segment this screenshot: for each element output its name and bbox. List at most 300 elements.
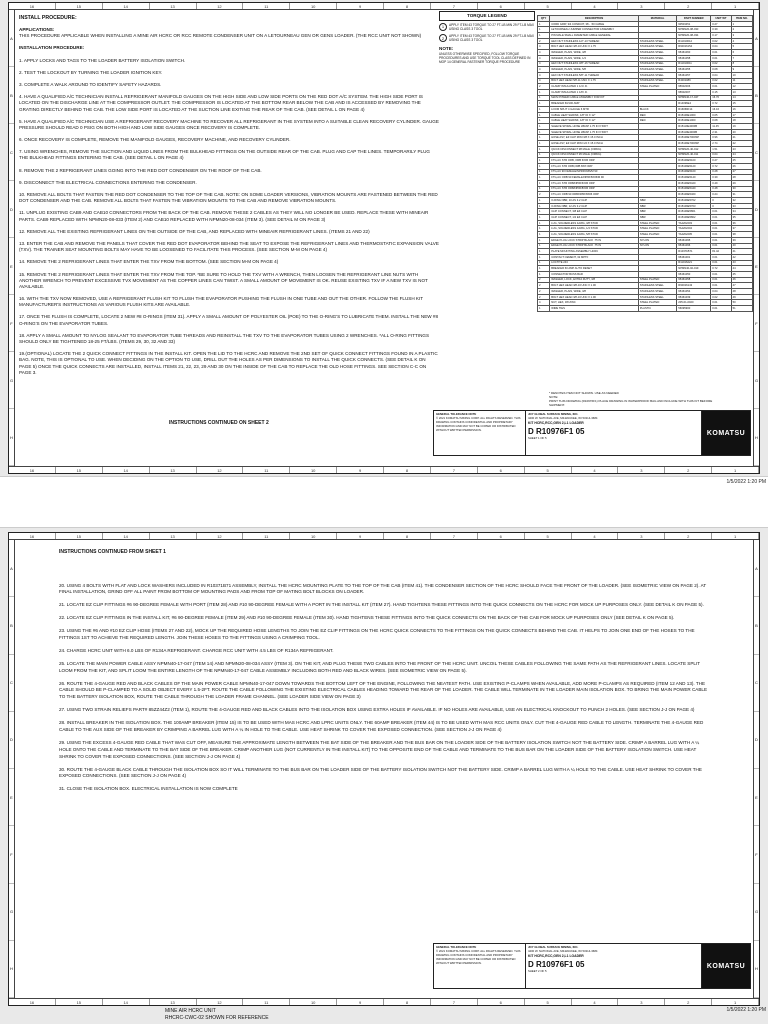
- bom-cell: FTG,AC STR ORB/NPRF8X#6 ORP: [550, 186, 639, 192]
- bom-cell: 1: [538, 152, 550, 158]
- install-heading: INSTALL PROCEDURE:: [19, 15, 77, 21]
- komatsu-logo: KOMATSU: [702, 411, 750, 455]
- zone-number: 16: [9, 3, 56, 9]
- right-zone-ruler: [753, 540, 759, 998]
- bom-cell: 1: [538, 95, 550, 101]
- bom-note-line: NOTE:: [549, 395, 559, 400]
- bom-cell: 1: [538, 175, 550, 181]
- bom-header-cell: MATERIAL: [638, 16, 676, 22]
- bom-cell: 0.01: [711, 215, 731, 221]
- bom-cell: 3: [731, 33, 752, 39]
- bom-cell: 1: [538, 260, 550, 266]
- caption-line: RHCRC-CWC-02 SHOWN FOR REFERENCE: [165, 1014, 269, 1021]
- bom-cell: 16.70: [711, 95, 731, 101]
- zone-letter: F: [9, 295, 14, 352]
- install-step: 25. LOCATE THE MAIN POWER CABLE ASSY NPMN40-17-047 (ITEM 14) AND NPMN20-08-034 ASSY (ITEM 3). ON THE KIT, AND PLUG THESE TWO CABLES INTO THE FRONT OF THE HCRC UNIT. UNCOIL THESE CABLES FOLLOWING THE SAME PATH AS THE REFRIGERANT LINES. LOCATE SPLIT LOOM FROM THE KIT, AND SPLIT LOOM THE ENTIRE LENGTH OF THE NPMN40-17-047 CABLE ASSEMBLY INCLUDING BOTH RED AND BLACK WIRES. (SEE ISOMETRIC VIEW ON PAGE 5).: [59, 660, 700, 673]
- bom-cell: 43: [731, 260, 752, 266]
- bom-cell: WASHER, PLAIN, WIDE, 3/8: [550, 50, 639, 56]
- bom-cell: 20: [731, 129, 752, 135]
- install-step: 14. REMOVE THE 2 REFRIGERANT LINES THAT ENTER THE TXV FROM THE BOTTOM. (SEE SECTION M-M ON PAGE 4): [19, 259, 279, 265]
- bom-cell: 1: [538, 141, 550, 147]
- zone-letter: G: [9, 884, 14, 941]
- bom-cell: STEEL PLATED: [638, 300, 676, 306]
- bom-cell: 1: [538, 124, 550, 130]
- bom-cell: 1: [538, 237, 550, 243]
- bom-cell: STAINLESS STEEL: [638, 67, 676, 73]
- zone-number: 11: [243, 3, 290, 9]
- zone-number: 6: [478, 533, 525, 539]
- install-step: 22. LOCATE EZ CLIP FITTINGS IN THE INSTALL KIT, #6 90-DEGREE FEMALE (ITEM 29) AND #10 90-DEGREE FEMALE (ITEM 30). HAND TIGHTENS THESE FITTINGS INTO THE QUICK CONNECTS ON THE BACK OF THE CAB FOR MOCK UP PURPOSES ONLY (SEE DETAIL K ON PAGE 5).: [59, 615, 675, 621]
- zone-letter: C: [754, 124, 759, 181]
- zone-letter: B: [9, 67, 14, 124]
- bom-cell: 95461057: [677, 72, 711, 78]
- zone-letter: A: [9, 540, 14, 597]
- legend-entry: [439, 34, 535, 42]
- zone-letter: A: [754, 540, 759, 597]
- zone-letter: G: [754, 352, 759, 409]
- bom-cell: 1: [538, 33, 550, 39]
- bom-cell: WASHER, PLAIN, WIDE, 1/4: [550, 55, 639, 61]
- bom-cell: R15109E1000: [677, 112, 711, 118]
- bom-cell: 36: [731, 220, 752, 226]
- bom-cell: STEEL PLATED: [638, 84, 676, 90]
- bom-note: [549, 391, 729, 407]
- drawing-title: KIT HCRC,RCC,GEN 2,L1 LOADER: [528, 421, 584, 425]
- bom-cell: 1: [538, 203, 550, 209]
- bom-cell: 95461050: [677, 271, 711, 277]
- bom-cell: 41: [731, 249, 752, 255]
- bom-cell: BOLT HEX HEAD 3/8-16 UNC X 1.00: [550, 294, 639, 300]
- zone-number: 4: [572, 999, 619, 1005]
- drawing-sheet-2: [8, 532, 760, 1006]
- bom-cell: 17: [731, 112, 752, 118]
- bom-cell: 95461058: [677, 55, 711, 61]
- install-step: 9. DISCONNECT THE ELECTRICAL CONNECTIONS ENTERING THE CONDENSER.: [19, 179, 197, 185]
- install-procedure: [19, 15, 439, 426]
- bom-cell: 4: [538, 50, 550, 56]
- right-zone-ruler: [753, 10, 759, 466]
- bom-cell: 95461095: [677, 237, 711, 243]
- install-step: 8. REMOVE THE 2 REFRIGERANT LINES GOING INTO THE RED DOT CONDENSER ON THE ROOF OF THE CAB.: [19, 167, 262, 173]
- zone-number: 8: [384, 999, 431, 1005]
- bom-cell: 4: [538, 44, 550, 50]
- bom-cell: 18: [731, 118, 752, 124]
- install-step: 29. USING THE EXCESS 4-GAUGE RED CABLE THAT WAS CUT OFF, MEASURE THE APPROXIMATE LENGTH BETWEEN THE BAT SIDE OF THE BREAKER AND THE BUS BAR ON THE LOADER SIDE OF THE BATTERY ISOLATION SWITCH NOT THE BATTERY SIDE. CRIMP A BARREL LUG WITH A ¼ HOLE ONTO THE CABLE AND TERMINATE TO THE BAT SIDE OF THE BREAKER. CRIMP ANOTHER LUG (NOT CURRENTLY IN THE INSTALL KIT) TO THE OPPOSITE END OF THE CABLE AND TERMINATE TO THE BUS BAR ON THE LOADER SIDE OF THE BATTERY ISOLATION SWITCH. USE HEAT SHRINK TO COVER THE EXPOSED CONNECTIONS. (SEE SECTION J-J ON PAGE 4): [59, 739, 700, 759]
- caption-line: MINE AIR HCRC UNIT: [165, 1008, 216, 1014]
- bom-cell: 0.24: [711, 192, 731, 198]
- bom-cell: 2: [538, 192, 550, 198]
- bom-cell: HEX NUT STAINLESS 3/8"-16 THREAD: [550, 61, 639, 67]
- bom-cell: STAINLESS STEEL: [638, 283, 676, 289]
- bom-cell: 1: [538, 266, 550, 272]
- zone-letter: D: [9, 181, 14, 238]
- zone-number: 16: [9, 533, 56, 539]
- bom-header-cell: ITEM NO.: [731, 16, 752, 22]
- bom-cell: SLEEVE SPIRAL HOSE WRAP 1.75 IN X 50FT: [550, 124, 639, 130]
- bom-cell: STAINLESS STEEL: [638, 44, 676, 50]
- bom-cell: PIN MALE SMALL DIAMETER CABLE GENERAL: [550, 33, 639, 39]
- bom-cell: WASHER, PLAIN, WIDE, 3/8: [550, 289, 639, 295]
- bom-cell: 1.51: [711, 146, 731, 152]
- bom-cell: 0.01: [711, 306, 731, 312]
- bom-cell: 1: [538, 135, 550, 141]
- bom-cell: WIRE TIES: [550, 306, 639, 312]
- bom-cell: 32: [731, 198, 752, 204]
- install-step: 15. REMOVE THE 2 REFRIGERANT LINES THAT ENTER THE TXV FROM THE TOP. *BE SURE TO HOLD THE TXV WITH A WRENCH, THEN LOOSEN THE REFRIGERANT LINE NUTS WITH ANOTHER WRENCH TO PREVENT EXCESSIVE TVX MOVEMENT AS THE COPPER LINES CAN TWIST. A SMALL AMOUNT OF MOVEMENT IS OK. REUSE EXISTING TXV IF A NEW TXV IS NOT AVAILABLE.: [19, 271, 428, 289]
- bom-cell: R11010012: [677, 38, 711, 44]
- bom-cell: STAINLESS STEEL: [638, 55, 676, 61]
- install-step: 10. REMOVE ALL BOLTS THAT FASTEN THE RED DOT CONDENSER TO THE TOP OF THE CAB. NOTE: ON SOME LOADER VERSIONS, VIBRATION MOUNTS ARE FASTENED BETWEEN THE RED DOT CONDENSER AND THE CAB. REMOVE ALL BOLTS THAT FASTEN THE VIBRATION MOUNTS TO THE CAB AND REMOVE VIBRATION MOUNTS.: [19, 192, 438, 204]
- bom-cell: CLIP CONNECT, 3/8 EZ CLIP: [550, 209, 639, 215]
- bom-cell: 50: [731, 300, 752, 306]
- zone-letter: G: [754, 884, 759, 941]
- bom-cell: 9: [731, 67, 752, 73]
- bom-cell: 31: [731, 192, 752, 198]
- bom-cell: 0.01: [711, 260, 731, 266]
- zone-number: 15: [56, 3, 103, 9]
- bom-cell: 0: [711, 203, 731, 209]
- zone-letter: E: [754, 769, 759, 826]
- bom-cell: CLIP CONNECT, 1/2 EZ CLIP: [550, 215, 639, 221]
- install-step: 3. COMPLETE A WALK AROUND TO IDENTIFY SAFETY HAZARDS.: [19, 81, 162, 87]
- bom-cell: 24: [731, 152, 752, 158]
- bom-cell: R15109E5702: [677, 198, 711, 204]
- bom-cell: 1: [538, 232, 550, 238]
- bom-cell: O-RING NBR, 12 AS 3.2 CLIP: [550, 203, 639, 209]
- bom-cell: 95461096: [677, 243, 711, 249]
- bom-cell: 1: [538, 306, 550, 312]
- bom-cell: 0.01: [711, 220, 731, 226]
- bom-cell: NUT, HEX, 3/8 ZINC: [550, 300, 639, 306]
- bom-cell: STEEL PLATED: [638, 220, 676, 226]
- bom-cell: 47: [731, 283, 752, 289]
- bom-cell: R15109E5703: [677, 203, 711, 209]
- bom-cell: CABLE HEAT SHRINK, 1/8" ID X 12": [550, 112, 639, 118]
- zone-number: 1: [712, 3, 759, 9]
- bom-cell: NPMN20-40-011: [677, 152, 711, 158]
- bom-cell: R14096E4: [677, 101, 711, 107]
- sheet-number: SHEET 2 OF 5: [528, 969, 547, 973]
- zone-letter: C: [754, 655, 759, 712]
- zone-number: 7: [431, 467, 478, 473]
- bom-cell: 29: [731, 180, 752, 186]
- zone-number: 15: [56, 467, 103, 473]
- bom-cell: 2: [538, 289, 550, 295]
- zone-number: 6: [478, 999, 525, 1005]
- bom-cell: R15109E5120: [677, 163, 711, 169]
- bom-cell: HEX NUT STAINLESS 5/8"-11 THREAD: [550, 72, 639, 78]
- zone-letter: A: [754, 10, 759, 67]
- bom-cell: 35: [731, 215, 752, 221]
- zone-letter: B: [754, 597, 759, 654]
- bom-cell: 26: [731, 163, 752, 169]
- bom-cell: R15119E4000B: [677, 124, 711, 130]
- install-step: 6. ONCE RECOVERY IS COMPLETE, REMOVE THE MANIFOLD GAUGES, RECOVERY MACHINE, AND RECOVERY CYLINDER.: [19, 137, 291, 143]
- bom-cell: 16: [731, 107, 752, 113]
- bom-cell: 0.96: [711, 135, 731, 141]
- bom-cell: 1: [538, 129, 550, 135]
- left-zone-ruler: [9, 10, 15, 466]
- bom-cell: NBR: [638, 198, 676, 204]
- tolerance-title: GENERAL TOLERANCE NOTE: [436, 412, 477, 416]
- bom-cell: 95602007: [677, 89, 711, 95]
- bom-cell: 19: [731, 124, 752, 130]
- bom-cell: 0.04: [711, 72, 731, 78]
- zone-number: 16: [9, 999, 56, 1005]
- bom-cell: 1: [538, 220, 550, 226]
- bom-cell: LUG, SOLDERLESS 4AWG, 3/8 STUD: [550, 220, 639, 226]
- install-step: 19.(OPTIONAL) LOCATE THE 2 QUICK CONNECT FITTINGS IN THE INSTALL KIT. OPEN THE LID TO THE HCRC AND REMOVE THE 2ND SET OF QUICK CONNECT FITTINGS FOUND IN A PLASTIC BAG. NOTE, THIS IS OPTIONAL TO USE. WHEN DECIDING ON THE OPTION TO USE, DRILL OUT THE HOLES AS PER DIMENSIONS TO INSTALL THE QUICK CONNECTS. (SEE DETAIL K ON PAGE 5) ONCE THE QUICK CONNECTS ARE INSTALLED, INSTALL ITEMS 21, 22, 23, 29 AND 30 ON THE INSIDE OF THE CAB TO REPLACE THE OLD HOSE FITTINGS. SEE SECTION C-C ON PAGE 3.: [19, 351, 438, 375]
- bom-cell: 30: [731, 186, 752, 192]
- bottom-caption: [165, 1008, 269, 1021]
- bom-cell: R11010011: [677, 61, 711, 67]
- bom-cell: 95602006: [677, 84, 711, 90]
- zone-number: 10: [290, 467, 337, 473]
- bom-cell: 42: [731, 254, 752, 260]
- zone-number: 4: [572, 3, 619, 9]
- bom-cell: 8: [731, 61, 752, 67]
- bom-cell: 1: [731, 21, 752, 27]
- bom-cell: 0.01: [711, 84, 731, 90]
- bom-cell: 0.04: [711, 289, 731, 295]
- bom-cell: 1: [538, 158, 550, 164]
- install-step: 16. WITH THE TXV NOW REMOVED, USE A REFRIGERANT FLUSH KIT TO FLUSH THE EVAPORATOR PUSHING THE FLUSH IN ONE TUBE AND OUT THE OTHER. FOLLOW THE FLUSH KIT MANUFACTURER'S INSTRUCTIONS AS VARIOUS FLUSH KITS ARE AVAILABLE.: [19, 296, 423, 308]
- bom-cell: LUG, SOLDERLESS 4AWG, 5/8 STUD: [550, 232, 639, 238]
- install-steps-continued: [59, 583, 709, 794]
- bom-cell: 0.72: [711, 163, 731, 169]
- zone-number: 2: [665, 999, 712, 1005]
- bom-cell: 39: [731, 237, 752, 243]
- top-zone-ruler: [9, 3, 759, 10]
- install-step: 5. HAVE A QUALIFIED A/C TECHNICIAN USE A REFRIGERANT RECOVERY MACHINE TO RECOVER ALL REFRIGERANT IN THE SYSTEM INTO A SUITABLE CLEAN RECOVERY CYLINDER. GAUGE PRESSURE SHOULD READ 0 PSIG ON BOTH HIGH AND LOW SIDE GAUGES ONCE RECOVERY IS COMPLETE.: [19, 118, 439, 130]
- zone-letter: F: [754, 826, 759, 883]
- bom-cell: 56095900: [677, 306, 711, 312]
- bom-cell: NYLON: [638, 237, 676, 243]
- bom-cell: 1: [538, 254, 550, 260]
- zone-number: 15: [56, 533, 103, 539]
- zone-number: 10: [290, 999, 337, 1005]
- bom-cell: STAINLESS STEEL: [638, 289, 676, 295]
- zone-number: 6: [478, 467, 525, 473]
- bom-cell: 4: [538, 72, 550, 78]
- bom-cell: R10371B71: [677, 249, 711, 255]
- zone-number: 2: [665, 533, 712, 539]
- bom-cell: R15109E7000SP: [677, 135, 711, 141]
- bom-cell: 0.01: [711, 50, 731, 56]
- sheet-number: SHEET 1 OF 5: [528, 436, 547, 440]
- bom-cell: 2: [538, 294, 550, 300]
- company-address: 4400 W. NATIONAL AVE, MILWAUKEE, WI 53214-3684: [528, 949, 598, 953]
- bill-of-materials: [537, 15, 753, 312]
- bom-cell: 27: [731, 169, 752, 175]
- zone-number: 11: [243, 467, 290, 473]
- legend-entry-text: APPLY ITEM 43 TORQUE TO 27 FT-LB MIN 29 FT-LB MAX USING CLASS 3 TOOL: [449, 22, 535, 32]
- continued-note: INSTRUCTIONS CONTINUED ON SHEET 2: [169, 420, 269, 426]
- bom-cell: CONNECTOR BUSS BAR: [550, 271, 639, 277]
- bom-cell: NYLON: [638, 243, 676, 249]
- bom-cell: LOOM SPLIT 4 GAUGE 6 MTR: [550, 107, 639, 113]
- bom-cell: 1: [538, 163, 550, 169]
- komatsu-logo: KOMATSU: [702, 944, 750, 988]
- install-step: 13. ENTER THE CAB AND REMOVE THE PANELS THAT COVER THE RED DOT EVAPORATOR BEHIND THE SEAT TO EXPOSE THE REFRIGERANT LINES AND THERMOSTATIC EXPANSION VALVE (TXV). THE TRAINER SEAT MOUNTING BOLTS MAY HAVE TO BE LOOSENED TO FACILITATE THIS PROCESS. (SEE SECTION M-M ON PAGE 4): [19, 240, 439, 253]
- install-step: 24. CHARGE HCRC UNIT WITH 6.0 LBS OF R134A REFRIGERANT. CHARGE RCC UNIT WITH 4.5 LBS OF R134A REFRIGERANT.: [59, 647, 334, 653]
- bom-cell: PLATE MOUNTING ASSEMBLY HCRC: [550, 249, 639, 255]
- zone-number: 11: [243, 533, 290, 539]
- bom-cell: BLACK: [638, 107, 676, 113]
- zone-number: 14: [103, 533, 150, 539]
- bom-cell: 7: [731, 55, 752, 61]
- bom-cell: 1: [538, 146, 550, 152]
- bom-cell: HEX NUT STAINLESS 1/2"-13 THREAD: [550, 38, 639, 44]
- bom-cell: WASHER, PLAIN, WIDE, 5/8: [550, 67, 639, 73]
- bom-cell: 81.42: [711, 249, 731, 255]
- zone-number: 8: [384, 533, 431, 539]
- bom-cell: 2.74: [711, 141, 731, 147]
- install-step: 30. ROUTE THE 4-GAUGE BLACK CABLE THROUGH THE ISOLATION BOX SO IT WILL TERMINATE TO THE BUS BAR ON THE LOADER SIDE OF THE BATTERY ISOLATION SWITCH NOT THE BATTERY SIDE. CRIMP A BARREL LUG WITH A ¼ HOLE TO THE CABLE. USE HEAT SHRINK TO COVER THE EXPOSED CONNECTIONS. (SEE SECTION J-J ON PAGE 4): [59, 766, 702, 779]
- bom-cell: 44: [731, 266, 752, 272]
- bom-cell: R15109E5420: [677, 180, 711, 186]
- bom-cell: 0.27: [711, 158, 731, 164]
- bom-cell: 5: [731, 44, 752, 50]
- bom-cell: 1: [538, 112, 550, 118]
- bom-cell: 2: [731, 27, 752, 33]
- bom-cell: 1: [538, 107, 550, 113]
- bom-cell: NBR: [638, 209, 676, 215]
- install-step: 26. ROUTE THE 4-GAUGE RED AND BLACK CABLES OF THE MAIN POWER CABLE NPMN40-17-047 DOWN TOWARDS THE BOTTOM LEFT OF THE ENGINE, FOLLOWING THE NEATEST PATH. USE EXISTING P-CLAMPS WHEN AVAILABLE, ADD MORE P-CLAMPS AS REQUIRED (ITEM 12 AND 13). THE CABLE SHOULD BE P-CLAMPED TO A SOLID OBJECT EVERY 1.5-2FT. ROUTE THE CABLE FOLLOWING THE EXISTING ELECTRICAL CABLES HEADING TOWARD THE REAR OF THE LOADER. THE CABLE WILL TERMINATE IN THE LOADER MAIN ISOLATION BOX. TO BRING THE MAIN POWER CABLE TO THE BATTERY ISOLATION BOX, ROUTE THE CABLE THROUGH THE LOADER FRAME CHANNEL. (SEE LOADER SIDE VIEW ON PAGE 3): [59, 680, 708, 700]
- bom-header-cell: UNIT WT: [711, 16, 731, 22]
- bom-cell: 0.02: [711, 38, 731, 44]
- install-step: 21. LOCATE EZ CLIP FITTINGS #6 90-DEGREE FEMALE WITH PORT (ITEM 28) AND #10 90-DEGREE FEMALE WITH A PORT IN THE INSTALL KIT (ITEM 27). HAND TIGHTENS THESE FITTINGS INTO THE QUICK CONNECTS ON THE HCRC FOR MOCK UP PURPOSES ONLY. (SEE DETAIL K ON PAGE 5).: [59, 602, 704, 608]
- bom-cell: 14: [731, 95, 752, 101]
- bom-cell: 0.01: [711, 271, 731, 277]
- bom-cell: FTG,AC STR ORB, ORB 6X#6 ORP: [550, 158, 639, 164]
- bom-cell: 0.08: [711, 67, 731, 73]
- bom-cell: R11016221: [677, 260, 711, 266]
- bom-cell: NPMN20-40-012: [677, 146, 711, 152]
- zone-number: 6: [478, 3, 525, 9]
- torque-symbol-icon: 1: [439, 23, 447, 31]
- bom-cell: STEEL PLATED: [638, 277, 676, 283]
- bom-cell: R15109E5140: [677, 175, 711, 181]
- bom-cell: 2.31: [711, 129, 731, 135]
- installation-title: INSTALLATION PROCEDURE:: [19, 45, 85, 51]
- zone-number: 7: [431, 999, 478, 1005]
- bom-note-line: PRINT THIS DRAWING (R10976F1) PLACE DRAWING IN WATERPROOF BAG AND INCLUDE WITH THIS KIT BEFORE SHIPMENT.: [549, 399, 713, 408]
- bom-cell: R4001089: [677, 78, 711, 84]
- bom-cell: 1: [538, 169, 550, 175]
- bom-cell: R15109E5100: [677, 169, 711, 175]
- bom-cell: R15109E5100: [677, 158, 711, 164]
- bom-cell: 0.02: [711, 294, 731, 300]
- install-step: 20. USING 4 BOLTS WITH FLAT AND LOCK WASHERS INCLUDED IN R10371B71 ASSEMBLY, INSTALL THE HCRC MOUNTING PLATE TO THE TOP OF THE CAB (ITEM 41). THE CONDENSER SECTION OF THE HCRC SHOULD FACE THE FRONT OF THE LOADER. (SEE ISOMETRIC VIEW ON PAGE 2). AT FINAL INSTALLATION, GRIND OFF ALL PAINT FROM BOTTOM OF MOUNTING PADS AND FROM TOP OF MATING BOLT BLOCKS ON LOADER.: [59, 582, 707, 595]
- torque-symbol-icon: 2: [439, 34, 447, 42]
- bom-cell: 34: [731, 209, 752, 215]
- bom-cell: 0.01: [711, 243, 731, 249]
- bom-cell: 4: [538, 67, 550, 73]
- print-timestamp: 1/5/2022 1:20 PM: [726, 479, 766, 485]
- bom-cell: 0.04: [711, 152, 731, 158]
- zone-letter: C: [9, 655, 14, 712]
- bom-cell: 13: [731, 89, 752, 95]
- bom-cell: 6: [731, 50, 752, 56]
- zone-number: 13: [150, 3, 197, 9]
- bom-cell: R15109E5801: [677, 209, 711, 215]
- bom-cell: 0.01: [711, 237, 731, 243]
- bom-cell: FTG,AC ORB 90 ORB/NPRF8X#6 ORP: [550, 192, 639, 198]
- zone-number: 12: [197, 999, 244, 1005]
- zone-number: 7: [431, 533, 478, 539]
- bom-cell: BOLT HEX HEAD 5/8-11 UNC X 1.75: [550, 78, 639, 84]
- zone-number: 10: [290, 3, 337, 9]
- zone-number: 2: [665, 3, 712, 9]
- bom-cell: 1: [538, 21, 550, 27]
- bom-note-title: * DENOTES ITEM NOT SHOWN. USE AS NEEDED: [549, 391, 619, 395]
- install-step: 31. CLOSE THE ISOLATION BOX. ELECTRICAL INSTALLATION IS NOW COMPLETE: [59, 786, 238, 792]
- bom-cell: 1: [538, 186, 550, 192]
- zone-letter: B: [9, 597, 14, 654]
- bom-cell: BREAKER 60 AMP AUTO RESET: [550, 266, 639, 272]
- continued-heading: INSTRUCTIONS CONTINUED FROM SHEET 1: [59, 549, 166, 555]
- proprietary-note: © 2021 KOMATSU MINING CORP. ALL RIGHTS RESERVED. THIS DRAWING CONTAINS CONFIDENTIAL AND PROPRIETARY INFORMATION AND MAY NOT BE COPIED OR DISTRIBUTED WITHOUT WRITTEN PERMISSION.: [436, 949, 521, 965]
- bom-cell: R15109E1000: [677, 118, 711, 124]
- bom-cell: 25: [731, 158, 752, 164]
- title-block: [433, 410, 751, 456]
- zone-number: 14: [103, 467, 150, 473]
- bom-cell: R15109E7000SP: [677, 141, 711, 147]
- bom-cell: 11.45: [711, 124, 731, 130]
- zone-number: 2: [665, 467, 712, 473]
- bom-cell: 0.04: [711, 44, 731, 50]
- zone-number: 3: [618, 533, 665, 539]
- bom-cell: 0.28: [711, 169, 731, 175]
- bom-cell: 0.39: [711, 27, 731, 33]
- bom-cell: NBR: [638, 215, 676, 221]
- bom-cell: NBR: [638, 203, 676, 209]
- bom-cell: PLASTIC: [638, 306, 676, 312]
- bom-cell: FTG,AC ORB 90 FEMALE/NPRF8X#6/M 90: [550, 175, 639, 181]
- zone-number: 5: [525, 533, 572, 539]
- zone-letter: H: [9, 941, 14, 998]
- zone-number: 9: [337, 467, 384, 473]
- install-step: 1. APPLY LOCKS AND TAGS TO THE LOADER BATTERY ISOLATION SWITCH.: [19, 57, 186, 63]
- bom-cell: CORD GRIP, 3/4 CONDUIT, 38 - .50 CABLE: [550, 21, 639, 27]
- bom-cell: 0.02: [711, 61, 731, 67]
- bom-cell: 37: [731, 226, 752, 232]
- zone-letter: E: [754, 238, 759, 295]
- title-block: [433, 943, 751, 989]
- bom-cell: 0.72: [711, 101, 731, 107]
- zone-letter: B: [754, 67, 759, 124]
- install-step: 11. UNPLUG EXISTING CAB9 AND CAB10 CONNECTORS FROM THE BACK OF THE CAB. REMOVE THESE 2 CABLES AS THEY WILL NO LONGER BE USED. REPLACE THESE WITH MINEAIR PARTS. CAB9 REPLACED WITH NPMN20-08-033 (ITEM 2) AND CAB10 REPLACED WITH NPMN20-08-034 (ITEM 3). (SEE DETAIL M ON PAGE 3): [19, 210, 429, 222]
- zone-letter: E: [9, 238, 14, 295]
- bom-cell: 0.27: [711, 21, 731, 27]
- zone-number: 9: [337, 533, 384, 539]
- bom-cell: 4: [538, 78, 550, 84]
- bom-cell: NPMN20-08-033: [677, 27, 711, 33]
- zone-letter: D: [754, 712, 759, 769]
- bom-cell: 4: [731, 38, 752, 44]
- bom-cell: 95461060: [677, 50, 711, 56]
- zone-letter: G: [9, 352, 14, 409]
- bom-cell: NPMN40-02-019: [677, 266, 711, 272]
- zone-number: 12: [197, 533, 244, 539]
- zone-number: 14: [103, 999, 150, 1005]
- install-step: 27. USING TWO STRAIN RELIEFS PART# 85ZZ44Z2 (ITEM 1), ROUTE THE 4-GAUGE RED AND BLACK CABLES INTO THE ISOLATION BOX USING EXTRA HOLES IF AVAILABLE. IF NO HOLES ARE AVAILABLE, USE AN ELECTRICAL KNOCKOUT TO PUNCH 2 HOLES. (SEE SECTION J-J ON PAGE 4): [59, 707, 695, 713]
- bom-cell: 21: [731, 135, 752, 141]
- bom-cell: STAINLESS STEEL: [638, 72, 676, 78]
- bom-cell: 0.01: [711, 277, 731, 283]
- bom-cell: CLAMP INSULATED 1 1/8 I.D.: [550, 89, 639, 95]
